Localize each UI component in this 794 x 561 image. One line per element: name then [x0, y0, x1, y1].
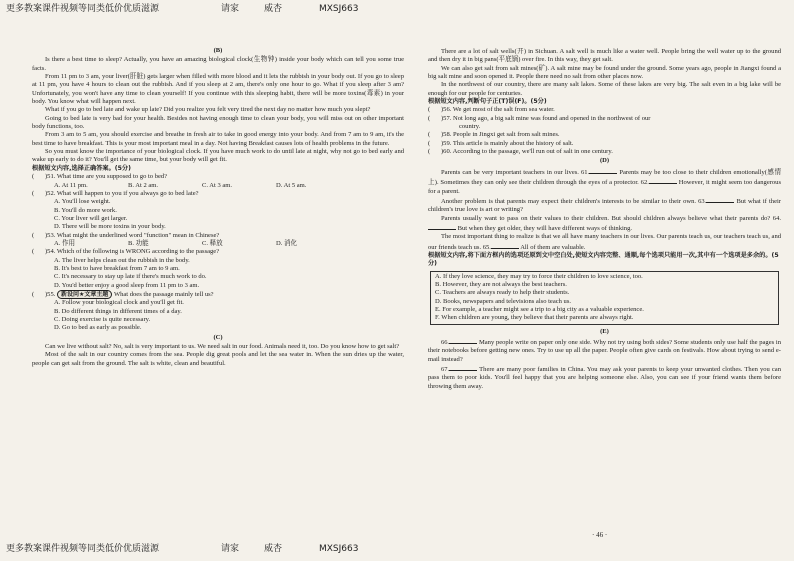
header-ad-text: 更多教案课件视频等同类低价优质滋源 — [6, 4, 160, 14]
paragraph: What if you go to bed late and wake up late? Did you realize you felt very tired the next day no matter how much you slept? — [45, 106, 371, 114]
option: C. Your liver will get larger. — [54, 214, 128, 222]
section-d-instruction: 根据短文内容,将下面方框内的选项还原到文中空白处,使短文内容完整、通顺,每个选项只能用一次,其中有一个选项是多余的。(5分) — [428, 251, 779, 268]
paragraph-d2: Another problem is that parents may expect their children's interests to be similar to their own. 63. But what if their children's true love is art or writing? — [428, 197, 781, 214]
section-c-instruction: 根据短文内容,判断句子正(T)误(F)。(5分) — [428, 98, 547, 106]
statement-57: ( )57. Not long ago, a big salt mine was found and opened in the northwest of our — [428, 114, 651, 122]
question-type-tag: 新设问★文章主题 — [57, 290, 112, 299]
footer-word-1: 请家 — [221, 544, 240, 554]
option: D. At 5 am. — [276, 181, 307, 189]
option: A. The liver helps clean out the rubbish in the body. — [54, 256, 190, 264]
option: B. It's best to have breakfast from 7 am to 9 am. — [54, 264, 180, 272]
box-option: D. Books, newspapers and televisions also teach us. — [435, 297, 572, 305]
option: C. 释放 — [202, 239, 223, 247]
statement-59: ( )59. This article is mainly about the history of salt. — [428, 139, 574, 147]
option: D. Go to bed as early as possible. — [54, 324, 142, 332]
option: D. There will be more toxins in your body. — [54, 223, 166, 231]
paragraph: In the northwest of our country, there are many salt lakes. Some of these lakes are very big. The salt even in a big lake will be enough for our people for centuries. — [428, 81, 781, 97]
paragraph-d1: Parents can be very important teachers in our lives. 61. Parents may be too close to their children emotionally(感情上). Sometimes they can only see their children through the eyes of a protector. 62. However, it might seem too dangerous for a parent. — [428, 168, 781, 195]
question-54: ( )54. Which of the following is WRONG according to the passage? — [32, 248, 220, 256]
statement-58: ( )58. People in Jingxi get salt from salt mines. — [428, 131, 560, 139]
question-53-options — [54, 240, 404, 248]
option: A. You'll lose weight. — [54, 198, 111, 206]
option: A. 作用 — [54, 239, 76, 247]
header-word-2: 威杏 — [264, 4, 283, 14]
question-52: ( )52. What will happen to you if you always go to bed late? — [32, 189, 199, 197]
option: D. 消化 — [276, 239, 298, 247]
paragraph: From 11 pm to 3 am, your liver(肝脏) gets larger when filled with more blood and it lets the rubbish in your body out. If you go to sleep at 11 pm, you have 4 hours to clean out the rubbish. And if you sleep at 2 am, there's only one hour to go. What if you sleep after 3 am? Unfortunately, you won't have any time to clean yourself! If you continue with this sleeping habit, there will be more toxins(毒素) in your body. You know what will happen next. — [32, 73, 404, 106]
box-option: E. For example, a teacher might see a trip to a big city as a valuable experience. — [435, 305, 644, 313]
question-53: ( )53. What might the underlined word "function" mean in Chinese? — [32, 231, 220, 239]
option: A. Follow your biological clock and you'll get fit. — [54, 299, 184, 307]
option: B. You'll do more work. — [54, 206, 117, 214]
header-word-1: 请家 — [221, 4, 240, 14]
answer-blank-61[interactable] — [589, 167, 617, 174]
section-c-heading: (C) — [213, 333, 223, 341]
option: B. Do different things in different times of a day. — [54, 307, 182, 315]
header-code: MXSJ663 — [319, 4, 359, 14]
section-b-instruction: 根据短文内容,选择正确答案。(5分) — [32, 164, 131, 172]
answer-blank-65[interactable] — [491, 242, 519, 249]
box-option: F. When children are young, they believe that their parents are always right. — [435, 314, 634, 322]
answer-blank-63[interactable] — [706, 196, 734, 203]
footer-code: MXSJ663 — [319, 544, 359, 554]
paragraph: Can we live without salt? No, salt is very important to us. We need salt in our food. Animals need it, too. Do you know how to get salt? — [45, 343, 400, 351]
section-e-heading: (E) — [600, 327, 609, 335]
paragraph: Going to bed late is very bad for your health. Besides not having enough time to clean your body, you will miss out on other important body functions, too. — [32, 114, 404, 131]
paragraph: Is there a best time to sleep? Actually, you have an amazing biological clock(生物钟) inside your body which can tell you some true facts. — [32, 56, 404, 72]
answer-blank-62[interactable] — [649, 177, 677, 184]
option: D. You'd better enjoy a good sleep from 11 pm to 3 am. — [54, 281, 200, 289]
footer-word-2: 威杏 — [264, 544, 283, 554]
answer-blank-67[interactable] — [449, 364, 477, 371]
page-number: · 46 · — [592, 531, 608, 539]
options-box — [430, 271, 779, 325]
left-column — [32, 46, 404, 538]
paragraph: There are a lot of salt wells(井) in Sichuan. A salt well is much like a water well. People bring the well water up to the ground and then dry it in big pans(平底锅) over fire. In this way, they get salt. — [428, 48, 781, 64]
option: C. It's necessary to stay up late if there's much work to do. — [54, 273, 207, 281]
page-header — [6, 3, 788, 15]
paragraph-e1: 66. Many people write on paper only one side. Why not try using both sides? Some students only use half the pages in their notebooks before getting new ones. Try to use up all the paper. People often give cards on festivals. How about trying to send e-mail instead? — [428, 339, 781, 363]
option: C. At 3 am. — [202, 181, 233, 189]
statement-56: ( )56. We get most of the salt from sea water. — [428, 106, 555, 114]
box-option: A. If they love science, they may try to force their children to love science, too. — [435, 272, 643, 280]
footer-ad-text: 更多教案课件视频等同类低价优质滋源 — [6, 544, 160, 554]
box-option: B. However, they are not always the best teachers. — [435, 280, 567, 288]
option: B. 功能 — [128, 239, 149, 247]
section-b-heading: (B) — [213, 47, 223, 54]
section-d-heading: (D) — [599, 157, 610, 165]
question-51: ( )51. What time are you supposed to go to bed? — [32, 173, 168, 181]
answer-blank-66[interactable] — [449, 337, 477, 344]
paragraph: Most of the salt in our country comes from the sea. People dig great pools and let the sea water in. When the sun dries up the water, people can get salt from the ground. The salt is white, clean and beautiful. — [32, 351, 404, 367]
paragraph: So you must know the importance of your biological clock. If you have much work to do until late at night, why not go to bed early and wake up early to do it? You'll get the same time, but your body will get fit. — [32, 148, 404, 164]
option: C. Doing exercise is quite necessary. — [54, 316, 151, 323]
statement-60: ( )60. According to the passage, we'll run out of salt in one century. — [428, 148, 613, 156]
paragraph: From 3 am to 5 am, you should exercise and breathe in fresh air to take in good energy into your body. And from 7 am to 9 am, it's the best time to have breakfast. This is your most important meal in a day. Not having Breakfast causes lots of health problems in the future. — [32, 131, 404, 147]
statement-57-continued: country. — [459, 123, 481, 131]
right-column — [428, 48, 781, 540]
paragraph-d3: Parents usually want to pass on their values to their children. But should children always believe what their parents do? 64. But when they get older, they will have different ways of thinking. — [428, 215, 781, 234]
box-option: C. Teachers are always ready to help their students. — [435, 289, 570, 297]
option: B. At 2 am. — [128, 181, 159, 189]
answer-blank-64[interactable] — [428, 223, 456, 230]
paragraph-d4: The most important thing to realize is that we all have many teachers in our lives. Our parents teach us, our teachers teach us, and our friends teach us. 65. All of them are valuable. — [428, 233, 781, 251]
question-55: ( )55. 新设问★文章主题 What does the passage mainly tell us? — [32, 290, 214, 298]
paragraph: We can also get salt from salt mines(矿). A salt mine may be found under the ground. Some years ago, people in Jiangxi found a big salt mine and soon opened it. People there need no salt from other places now. — [428, 64, 781, 81]
page-footer — [6, 542, 788, 556]
option: A. At 11 pm. — [54, 181, 88, 189]
question-51-options — [54, 182, 404, 190]
paragraph-e2: 67. There are many poor families in China. You may ask your parents to keep your unwanted clothes. Then you can pass them to poor kids. You'll feel happy that you are helping someone else. Also, you can see if your friend wants them before throwing them away. — [428, 366, 781, 390]
